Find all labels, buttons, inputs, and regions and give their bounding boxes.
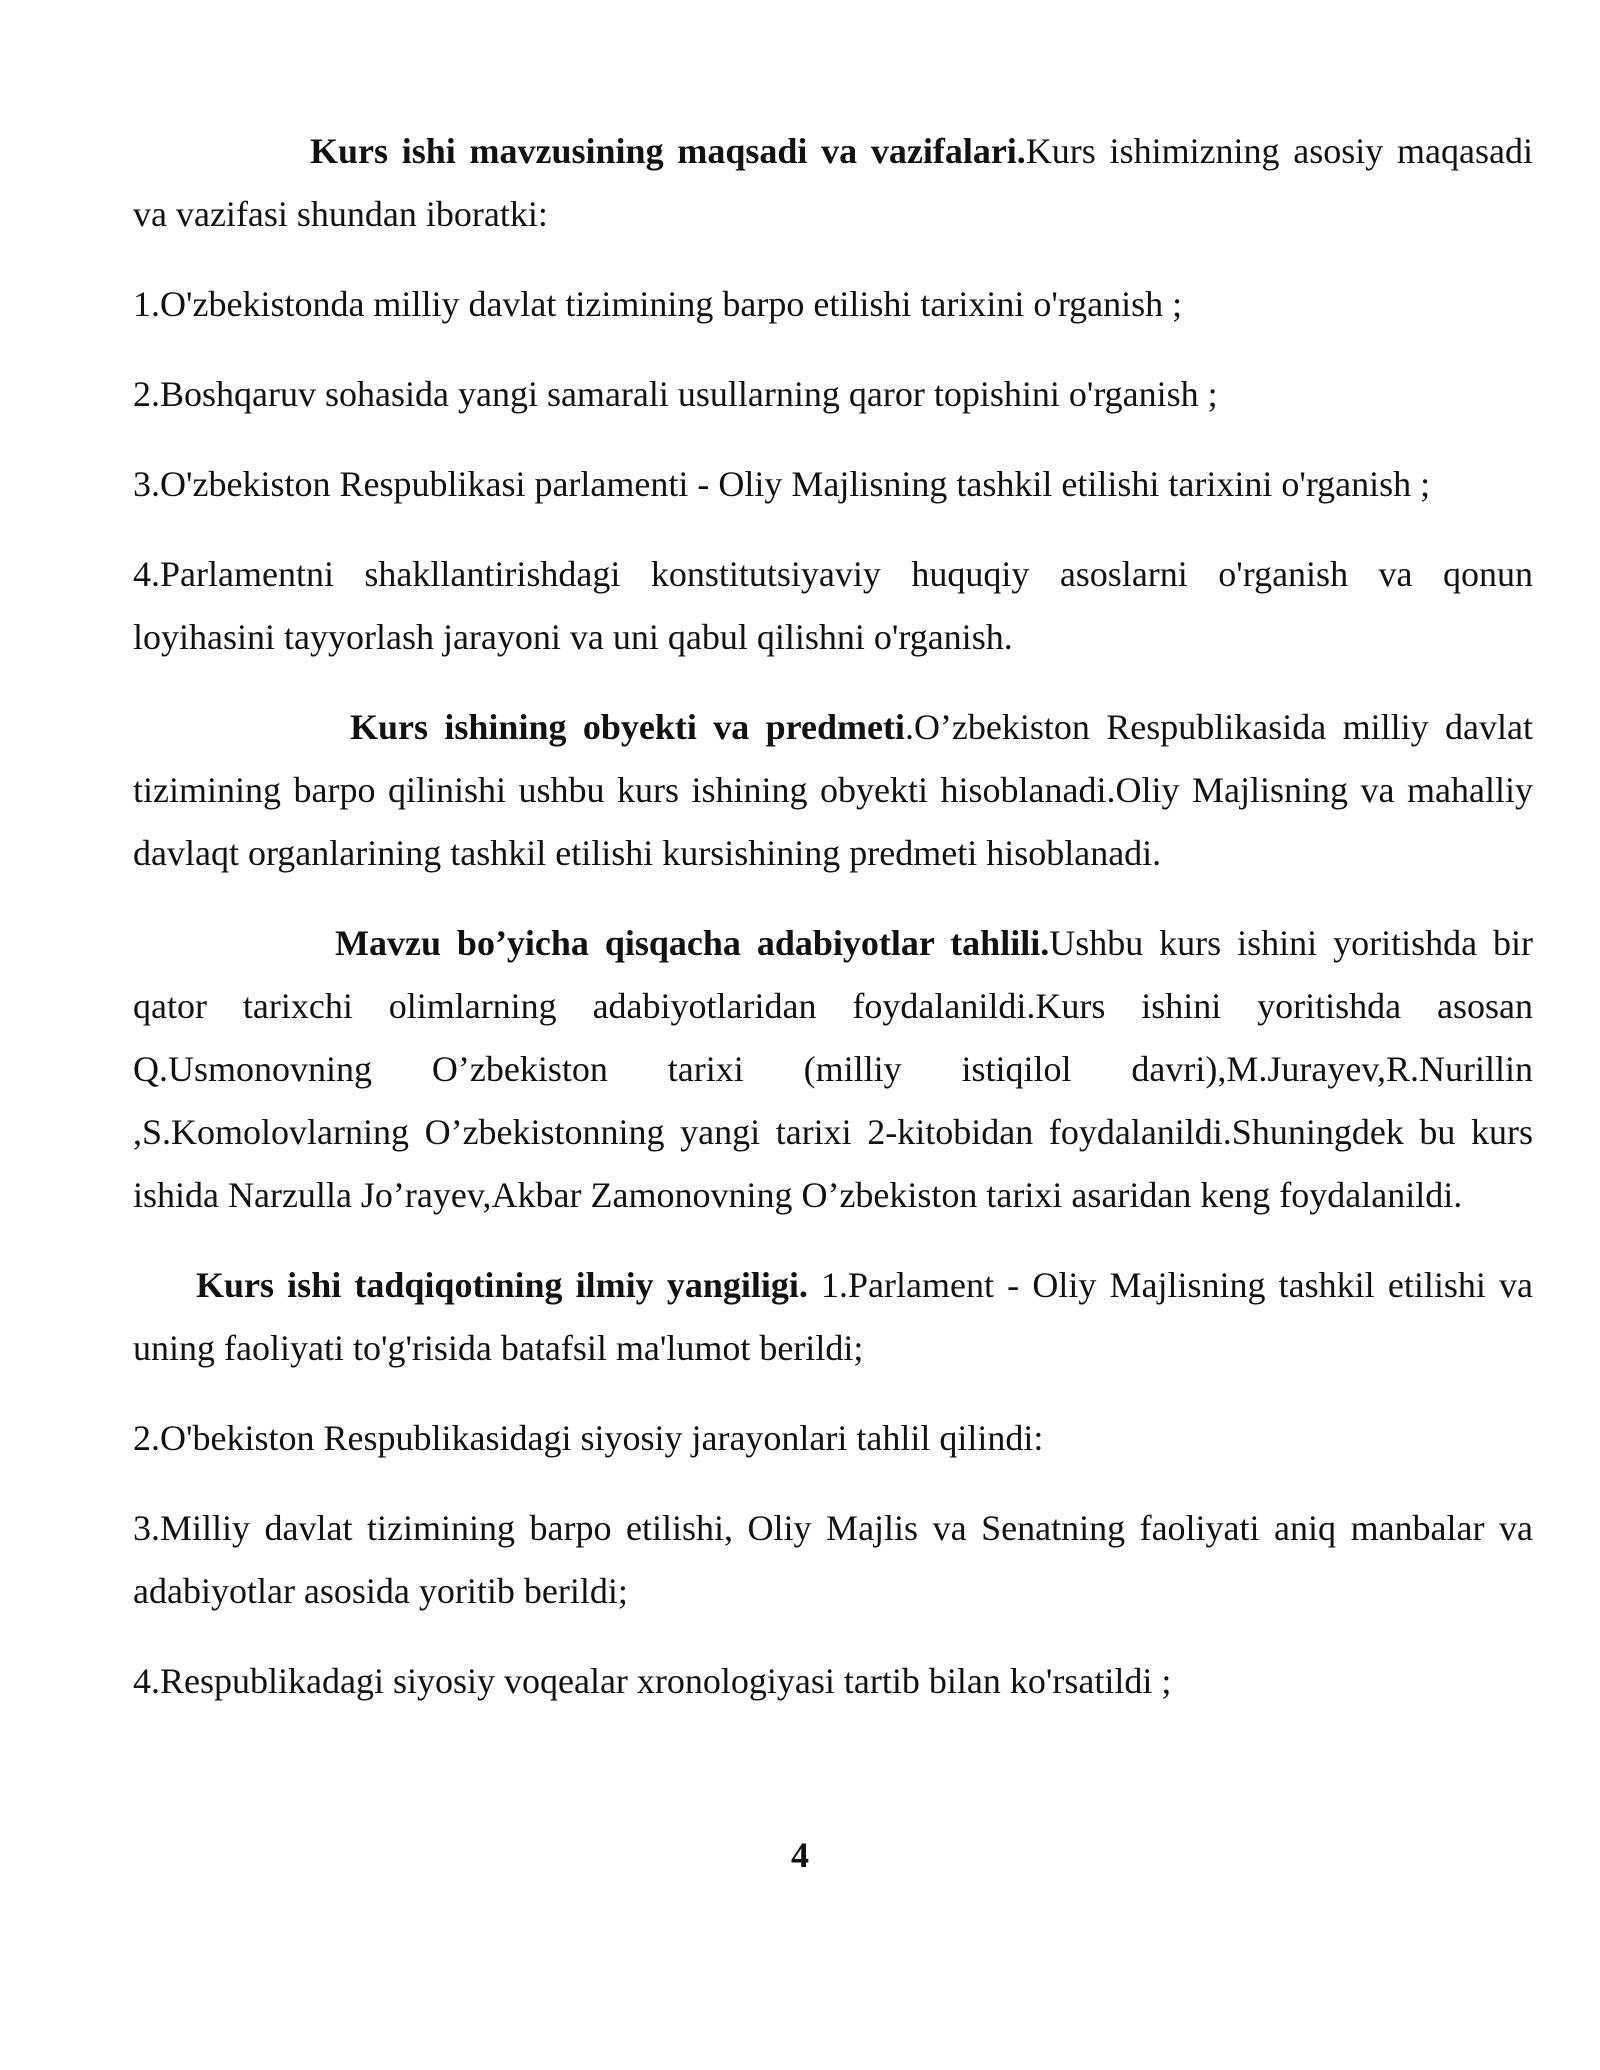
list-item-text: 4.Parlamentni shakllantirishdagi konstitutsiyaviy huquqiy asoslarni o'rganish va qonun loyihasini tayyorlash jarayoni va uni qabul qilishni o'rganish. — [133, 554, 1533, 657]
paragraph-text: 1.Parlament - Oliy Majlisning tashkil etilishi va uning faoliyati to'g'risida batafsil ma'lumot berildi; — [133, 1265, 1533, 1368]
heading-object: Kurs ishining obyekti va predmeti — [350, 707, 905, 747]
list-item — [133, 363, 1533, 426]
list-item-text: 4.Respublikadagi siyosiy voqealar xronologiyasi tartib bilan ko'rsatildi ; — [133, 1661, 1172, 1701]
page-number: 4 — [791, 1835, 809, 1875]
paragraph-text: Ushbu kurs ishini yoritishda bir qator tarixchi olimlarning adabiyotlaridan foydalanildi.Kurs ishini yoritishda asosan Q.Usmonovning O’zbekiston tarixi (milliy istiqilol davri),M.Jurayev,R.Nurillin ,S.Komolovlarning O’zbekistonning yangi tarixi 2-kitobidan foydalanildi.Shuningdek bu kurs ishida Narzulla Jo’rayev,Akbar Zamonovning O’zbekiston tarixi asaridan keng foydalanildi. — [133, 923, 1533, 1215]
heading-literature: Mavzu bo’yicha qisqacha adabiyotlar tahlili. — [335, 923, 1050, 963]
paragraph-text: Kurs ishimizning asosiy maqasadi va vazifasi shundan iboratki: — [133, 131, 1533, 234]
list-item — [133, 453, 1533, 516]
list-item — [133, 273, 1533, 336]
list-item-text: 3.Milliy davlat tizimining barpo etilishi, Oliy Majlis va Senatning faoliyati aniq manbalar va adabiyotlar asosida yoritib berildi; — [133, 1508, 1533, 1611]
list-item — [133, 1407, 1533, 1470]
heading-goals: Kurs ishi mavzusining maqsadi va vazifalari. — [310, 131, 1026, 171]
list-item-text: 2.Boshqaruv sohasida yangi samarali usullarning qaror topishini o'rganish ; — [133, 374, 1218, 414]
paragraph-novelty — [133, 1254, 1533, 1380]
list-item-text: 2.O'bekiston Respublikasidagi siyosiy jarayonlari tahlil qilindi: — [133, 1418, 1044, 1458]
paragraph-goals — [133, 120, 1533, 246]
list-item — [133, 543, 1533, 669]
heading-novelty: Kurs ishi tadqiqotining ilmiy yangiligi. — [196, 1265, 808, 1305]
list-item — [133, 1650, 1533, 1713]
paragraph-object — [133, 696, 1533, 885]
document-page — [133, 120, 1533, 1740]
paragraph-text: .O’zbekiston Respublikasida milliy davlat tizimining barpo qilinishi ushbu kurs ishining obyekti hisoblanadi.Oliy Majlisning va mahalliy davlaqt organlarining tashkil etilishi kursishining predmeti hisoblanadi. — [133, 707, 1533, 873]
list-item — [133, 1497, 1533, 1623]
list-item-text: 3.O'zbekiston Respublikasi parlamenti - Oliy Majlisning tashkil etilishi tarixini o'rganish ; — [133, 464, 1431, 504]
paragraph-literature — [133, 912, 1533, 1227]
list-item-text: 1.O'zbekistonda milliy davlat tizimining barpo etilishi tarixini o'rganish ; — [133, 284, 1183, 324]
